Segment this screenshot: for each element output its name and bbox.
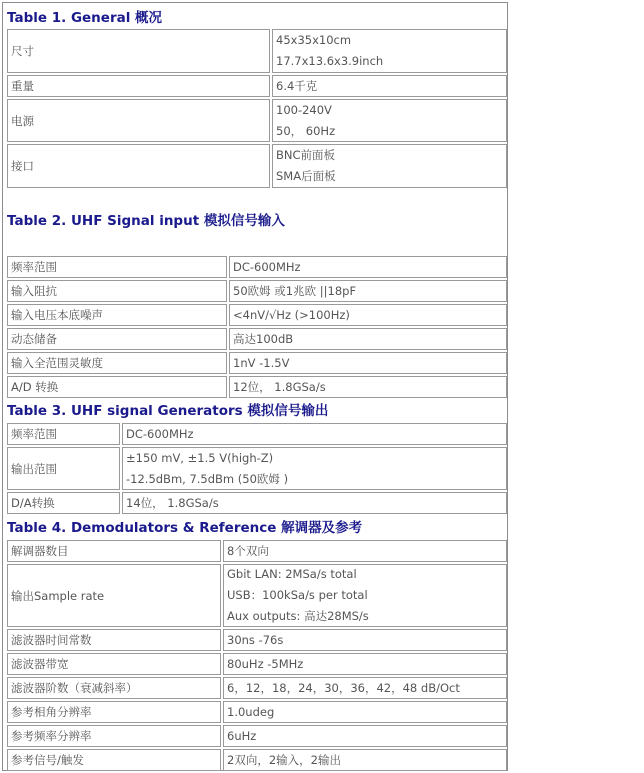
row-label: 动态储备 [7, 328, 227, 350]
value-line: 1nV -1.5V [233, 355, 290, 370]
row-value [229, 280, 507, 302]
value-line: SMA后面板 [276, 169, 336, 183]
value-line: 100-240V [276, 102, 332, 117]
spec-document [2, 2, 508, 771]
row-value [223, 725, 507, 747]
value-line: -12.5dBm, 7.5dBm (50欧姆 ) [126, 471, 289, 486]
row-label: 尺寸 [7, 29, 270, 73]
value-line: 50， 60Hz [276, 123, 336, 138]
row-label: 输入阻抗 [7, 280, 227, 302]
row-label: 电源 [7, 99, 270, 142]
row-value [272, 144, 507, 188]
value-line: DC-600MHz [126, 426, 194, 441]
table-row [7, 29, 507, 73]
row-label: 滤波器时间常数 [7, 629, 221, 651]
row-value [223, 564, 507, 627]
row-label: D/A转换 [7, 492, 120, 514]
row-value [229, 256, 507, 278]
value-line: Aux outputs: 高达28MS/s [227, 609, 369, 623]
row-label: 重量 [7, 75, 270, 97]
row-label: 参考频率分辨率 [7, 725, 221, 747]
table-row [7, 492, 507, 514]
value-line: 30ns -76s [227, 632, 284, 647]
value-line: 6uHz [227, 728, 257, 743]
value-line: 2双向，2输入，2输出 [227, 752, 341, 767]
value-line: 45x35x10cm [276, 33, 352, 47]
row-value [272, 29, 507, 73]
table-row [7, 564, 507, 627]
value-line: 12位， 1.8GSa/s [233, 379, 326, 394]
table-row [7, 447, 507, 490]
row-value [122, 423, 507, 445]
row-value [272, 75, 507, 97]
row-value [223, 701, 507, 723]
row-value [229, 376, 507, 398]
row-label: 输出Sample rate [7, 564, 221, 627]
value-line: 50欧姆 或1兆欧 ||18pF [233, 283, 357, 298]
table-row [7, 749, 507, 771]
value-line: 80uHz -5MHz [227, 656, 304, 671]
table-1-title: Table 1. General 概况 [7, 10, 163, 26]
table-row [7, 75, 507, 97]
table-row [7, 328, 507, 350]
value-line: BNC前面板 [276, 148, 336, 162]
row-label: 频率范围 [7, 423, 120, 445]
table-4-title: Table 4. Demodulators & Reference 解调器及参考 [7, 520, 363, 536]
value-line: DC-600MHz [233, 259, 301, 274]
table-row [7, 144, 507, 188]
value-line: 8个双向 [227, 543, 269, 558]
table-row [7, 376, 507, 398]
value-line: 6，12，18，24，30，36，42，48 dB/Oct [227, 680, 460, 695]
table-row [7, 629, 507, 651]
value-line: 高达100dB [233, 331, 294, 346]
value-line: 6.4千克 [276, 78, 318, 93]
row-value [122, 492, 507, 514]
value-line: 14位， 1.8GSa/s [126, 495, 219, 510]
table-row [7, 653, 507, 675]
row-label: 解调器数目 [7, 540, 221, 562]
value-line: <4nV/√Hz (>100Hz) [233, 307, 350, 322]
table-2-title: Table 2. UHF Signal input 模拟信号输入 [7, 213, 285, 229]
table-row [7, 99, 507, 142]
table-row [7, 256, 507, 278]
row-value [223, 629, 507, 651]
row-label: 参考相角分辨率 [7, 701, 221, 723]
row-value [223, 677, 507, 699]
row-label: 滤波器阶数（衰减斜率） [7, 677, 221, 699]
value-line: 17.7x13.6x3.9inch [276, 54, 384, 68]
value-line: ±150 mV, ±1.5 V(high-Z) [126, 450, 274, 465]
row-label: 输入全范围灵敏度 [7, 352, 227, 374]
table-row [7, 423, 507, 445]
row-value [229, 304, 507, 326]
row-label: 输入电压本底噪声 [7, 304, 227, 326]
table-row [7, 352, 507, 374]
row-value [229, 352, 507, 374]
table-3-title: Table 3. UHF signal Generators 模拟信号输出 [7, 403, 329, 419]
table-row [7, 540, 507, 562]
table-row [7, 304, 507, 326]
row-label: 参考信号/触发 [7, 749, 221, 771]
row-value [122, 447, 507, 490]
value-line: USB：100kSa/s per total [227, 588, 368, 602]
table-row [7, 280, 507, 302]
row-label: 滤波器带宽 [7, 653, 221, 675]
row-label: 频率范围 [7, 256, 227, 278]
table-row [7, 701, 507, 723]
value-line: Gbit LAN: 2MSa/s total [227, 567, 357, 581]
row-label: A/D 转换 [7, 376, 227, 398]
row-value [223, 653, 507, 675]
row-value [223, 540, 507, 562]
row-label: 输出范围 [7, 447, 120, 490]
row-label: 接口 [7, 144, 270, 188]
table-row [7, 725, 507, 747]
row-value [229, 328, 507, 350]
value-line: 1.0udeg [227, 704, 275, 719]
row-value [272, 99, 507, 142]
row-value [223, 749, 507, 771]
table-row [7, 677, 507, 699]
